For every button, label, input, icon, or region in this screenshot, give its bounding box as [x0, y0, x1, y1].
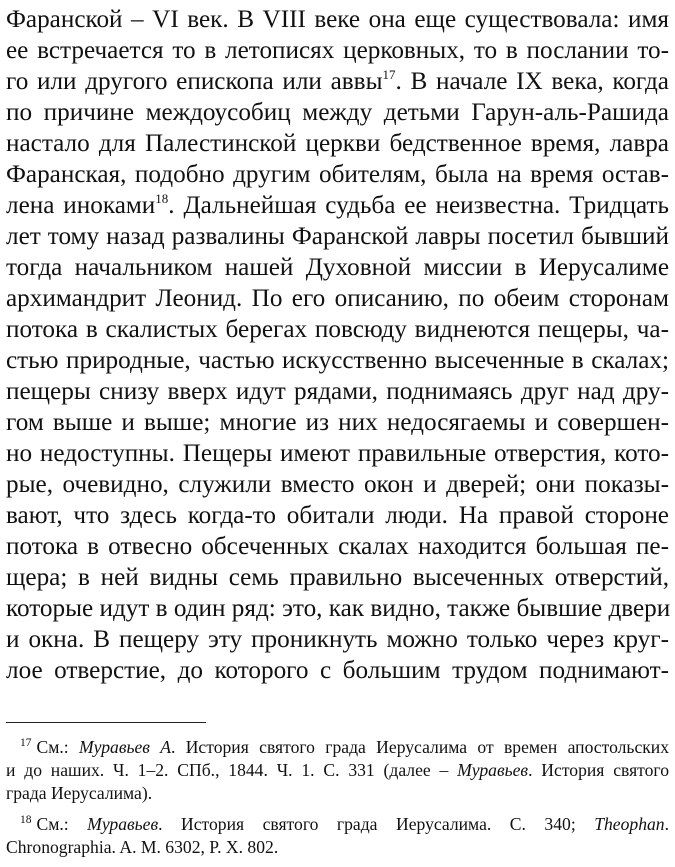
text-line: вают, что здесь когда-то обитали люди. На правой стороне: [6, 502, 669, 529]
footnotes-block: [6, 736, 669, 859]
footnote-ref-17[interactable]: 17: [382, 67, 396, 82]
footnote-divider: [6, 722, 206, 723]
footnote-18: [6, 813, 669, 836]
footnote-text: .: [664, 814, 669, 834]
footnote-author: Муравьев: [457, 760, 529, 780]
footnote-author: Муравьев: [87, 814, 159, 834]
text-line: и окна. В пещеру эту проникнуть можно только через круг-: [6, 626, 669, 653]
footnote-number-17: 17: [20, 737, 32, 749]
text-line: [6, 190, 669, 221]
text-line: тогда начальником нашей Духовной миссии в Иерусалиме: [6, 254, 669, 281]
footnote-text: . История святого града Иерусалима от времен апостольских: [171, 737, 670, 757]
text-line: но недоступны. Пещеры имеют правильные отверстия, кото-: [6, 440, 669, 467]
footnote-author: Муравьев А: [79, 737, 171, 757]
footnote-text: . История святого: [528, 760, 669, 780]
text-line: которые идут в один ряд: это, как видно, также бывшие двери: [6, 595, 671, 622]
text-fragment: . Дальнейшая судьба ее неизвестна. Тридцать: [168, 192, 669, 219]
text-line: потока в скалистых берегах повсюду виднеются пещеры, ча-: [6, 316, 669, 343]
text-line: пещеры снизу вверх идут рядами, поднимаясь друг над дру-: [6, 378, 669, 405]
text-fragment: лена иноками: [6, 192, 156, 219]
text-line: потока в отвесно обсеченных скалах находится большая пе-: [6, 533, 669, 560]
text-line: стью природные, частью искусственно высеченные в скалах;: [6, 347, 669, 374]
text-line: Фаранская, подобно другим обителям, была на время остав-: [6, 161, 669, 188]
footnote-17-line-2: [6, 759, 669, 782]
main-text-block: [6, 4, 669, 686]
text-fragment: . В начале IX века, когда: [395, 68, 669, 95]
footnote-ref-18[interactable]: 18: [155, 191, 169, 206]
footnote-17-line-3: града Иерусалима).: [6, 783, 153, 803]
text-line: гом выше и выше; многие из них недосягаемы и совершен-: [6, 409, 669, 436]
text-line: архимандрит Леонид. По его описанию, по обеим сторонам: [6, 285, 669, 312]
footnote-number-18: 18: [20, 814, 32, 826]
text-fragment: го или другого епископа или аввы: [6, 68, 383, 95]
text-line: рые, очевидно, служили вместо окон и дверей; они показы-: [6, 471, 669, 498]
footnote-text: См.:: [36, 814, 88, 834]
footnote-text: . История святого града Иерусалима. С. 340;: [158, 814, 595, 834]
text-line: щера; в ней видны семь правильно высеченных отверстий,: [6, 564, 669, 591]
footnote-text: и до наших. Ч. 1–2. СПб., 1844. Ч. 1. С. 331 (далее –: [6, 760, 458, 780]
footnote-source: Theophan: [594, 814, 665, 834]
text-line: Фаранской – VI век. В VIII веке она еще существовала: имя: [6, 6, 669, 33]
text-line: настало для Палестинской церкви бедственное время, лавра: [6, 130, 669, 157]
footnote-17: [6, 736, 669, 759]
text-line: лое отверстие, до которого с большим трудом поднимают-: [6, 657, 669, 684]
text-line: ее встречается то в летописях церковных, то в послании то-: [6, 37, 669, 64]
text-line: по причине междоусобиц между детьми Гарун-аль-Рашида: [6, 99, 669, 126]
text-line: [6, 66, 669, 97]
text-line: лет тому назад развалины Фаранской лавры посетил бывший: [6, 223, 669, 250]
footnote-text: См.:: [36, 737, 79, 757]
footnote-18-line-2: Chronographia. A. M. 6302, P. X. 802.: [6, 837, 279, 857]
